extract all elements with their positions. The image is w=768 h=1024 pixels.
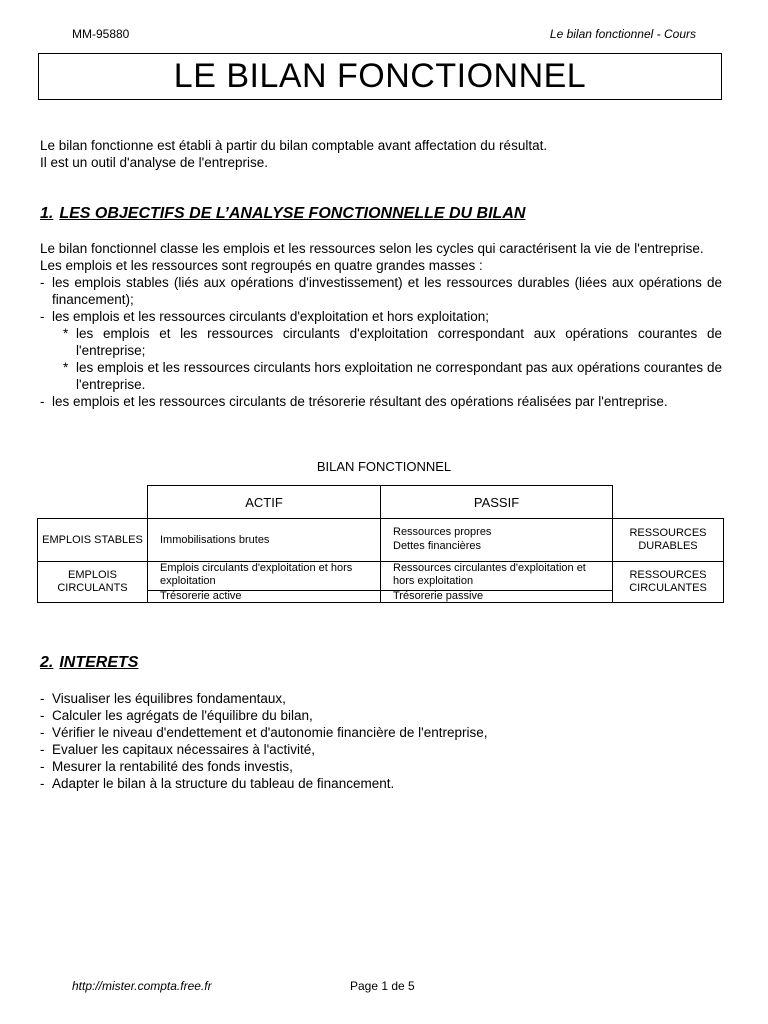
intro-paragraph [40,137,722,171]
bilan-table-caption: BILAN FONCTIONNEL [316,459,452,474]
section-2-title: INTERETS [59,654,139,671]
passif-circulant-cell [380,561,613,591]
list-item [40,741,722,758]
page-title: LE BILAN FONCTIONNEL [38,53,722,100]
list-star: * [63,360,69,375]
list-item [40,690,722,707]
intro-line-1: Le bilan fonctionne est établi à partir du bilan comptable avant affectation du résultat. [40,138,548,153]
section-2-list [40,690,722,792]
section-1-paragraph-2: Les emplois et les ressources sont regroupés en quatre grandes masses : [40,258,483,273]
tresorerie-active-cell [147,590,381,603]
list-dash: - [40,742,45,757]
passif-header: PASSIF [380,485,613,519]
list-dash: - [40,708,45,723]
section-2-heading [40,654,138,672]
dettes-financieres-text: Dettes financières [393,540,482,552]
list-star: * [63,326,69,341]
list-dash: - [40,394,45,409]
list-item [40,724,722,741]
header-course-title: Le bilan fonctionnel - Cours [549,27,696,41]
list-item [40,274,722,308]
actif-header: ACTIF [147,485,381,519]
section-1-number: 1. [40,205,54,222]
tresorerie-active-text: Trésorerie active [160,590,242,602]
sub-list-item-text: les emplois et les ressources circulants d'exploitation correspondant aux opérations courantes de l'entreprise; [76,326,722,358]
list-dash: - [40,275,45,290]
section-1-body [40,240,722,410]
list-item-text: Adapter le bilan à la structure du tableau de financement. [52,776,395,791]
ressources-stables-cell [380,518,613,562]
sub-list-item [40,359,722,393]
immobilisations-text: Immobilisations brutes [160,534,270,546]
list-item-text: Mesurer la rentabilité des fonds investis, [52,759,293,774]
list-dash: - [40,691,45,706]
ressources-propres-text: Ressources propres [393,526,492,538]
list-item-text: Evaluer les capitaux nécessaires à l'activité, [52,742,315,757]
list-item [40,308,722,325]
list-dash: - [40,776,45,791]
list-item [40,758,722,775]
actif-circulant-text: Emplois circulants d'exploitation et hors exploitation [160,562,353,587]
section-1-heading [40,205,525,223]
list-dash: - [40,759,45,774]
list-item [40,707,722,724]
sub-list-item [40,325,722,359]
ressources-durables-label: RESSOURCES DURABLES [612,518,724,562]
list-dash: - [40,309,45,324]
emplois-stables-label: EMPLOIS STABLES [37,518,148,562]
ressources-circulantes-label: RESSOURCES CIRCULANTES [612,561,724,603]
tresorerie-passive-cell [380,590,613,603]
list-item-text: les emplois stables (liés aux opérations d'investissement) et les ressources durables (liées aux opérations de financement); [52,275,722,307]
intro-line-2: Il est un outil d'analyse de l'entreprise. [40,155,269,170]
section-2-number: 2. [40,654,54,671]
tresorerie-passive-text: Trésorerie passive [393,590,484,602]
actif-circulant-cell [147,561,381,591]
list-dash: - [40,725,45,740]
list-item-text: les emplois et les ressources circulants d'exploitation et hors exploitation; [52,309,490,324]
list-item [40,393,722,410]
footer-url: http://mister.compta.free.fr [72,979,212,993]
footer-page-number: Page 1 de 5 [350,979,415,993]
immobilisations-cell [147,518,381,562]
section-1-title: LES OBJECTIFS DE L’ANALYSE FONCTIONNELLE DU BILAN [59,205,526,222]
passif-circulant-text: Ressources circulantes d'exploitation et hors exploitation [393,562,586,587]
list-item-text: Visualiser les équilibres fondamentaux, [52,691,286,706]
emplois-circulants-label: EMPLOIS CIRCULANTS [37,561,148,603]
header-reference: MM-95880 [72,27,130,41]
list-item-text: Vérifier le niveau d'endettement et d'autonomie financière de l'entreprise, [52,725,488,740]
list-item [40,775,722,792]
list-item-text: les emplois et les ressources circulants de trésorerie résultant des opérations réalisées par l'entreprise. [52,394,668,409]
section-1-paragraph-1: Le bilan fonctionnel classe les emplois et les ressources selon les cycles qui caractérisent la vie de l'entreprise. [40,241,704,256]
sub-list-item-text: les emplois et les ressources circulants hors exploitation ne correspondant pas aux opérations courantes de l'entreprise. [76,360,722,392]
list-item-text: Calculer les agrégats de l'équilibre du bilan, [52,708,313,723]
